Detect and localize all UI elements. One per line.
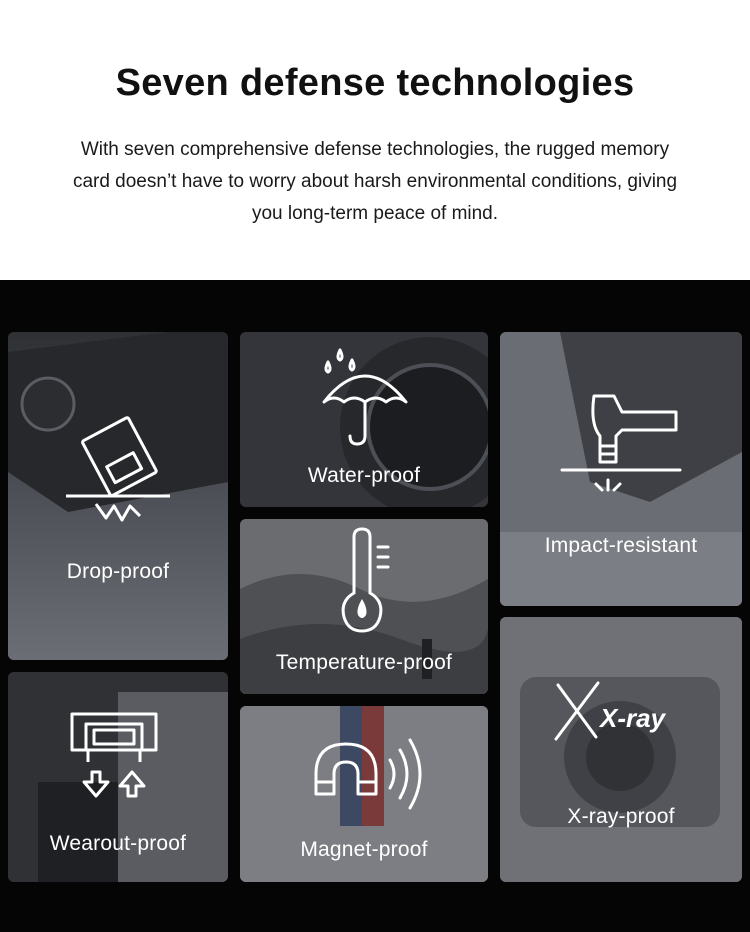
features-panel	[0, 280, 750, 932]
feature-label-impact-resistant: Impact-resistant	[544, 534, 698, 557]
feature-label-drop-proof: Drop-proof	[66, 560, 170, 583]
magnet-icon	[306, 734, 426, 834]
feature-label-temperature-proof: Temperature-proof	[275, 651, 453, 674]
feature-card-drop-proof	[8, 332, 228, 660]
card-insert-icon	[64, 706, 164, 806]
feature-card-temperature-proof	[240, 519, 488, 694]
hammer-icon	[556, 388, 686, 508]
feature-card-xray-proof	[500, 617, 742, 882]
feature-card-wearout-proof	[8, 672, 228, 882]
drop-impact-icon	[58, 406, 178, 526]
feature-label-xray-proof: X-ray-proof	[567, 805, 675, 828]
page-title: Seven defense technologies	[115, 62, 635, 104]
xray-logo-text: X-ray	[600, 703, 666, 733]
feature-label-magnet-proof: Magnet-proof	[300, 838, 428, 861]
page-subtitle: With seven comprehensive defense technologies, the rugged memory card doesn’t have to worry about harsh environmental conditions, giving you long-term peace of mind.	[72, 139, 678, 224]
feature-label-water-proof: Water-proof	[307, 464, 421, 487]
feature-card-water-proof	[240, 332, 488, 507]
thermometer-icon	[328, 527, 408, 637]
feature-card-impact-resistant	[500, 332, 742, 606]
feature-label-wearout-proof: Wearout-proof	[49, 832, 187, 855]
umbrella-rain-icon	[310, 340, 420, 450]
feature-card-magnet-proof	[240, 706, 488, 882]
header-section	[0, 0, 750, 280]
xray-icon	[548, 675, 698, 755]
